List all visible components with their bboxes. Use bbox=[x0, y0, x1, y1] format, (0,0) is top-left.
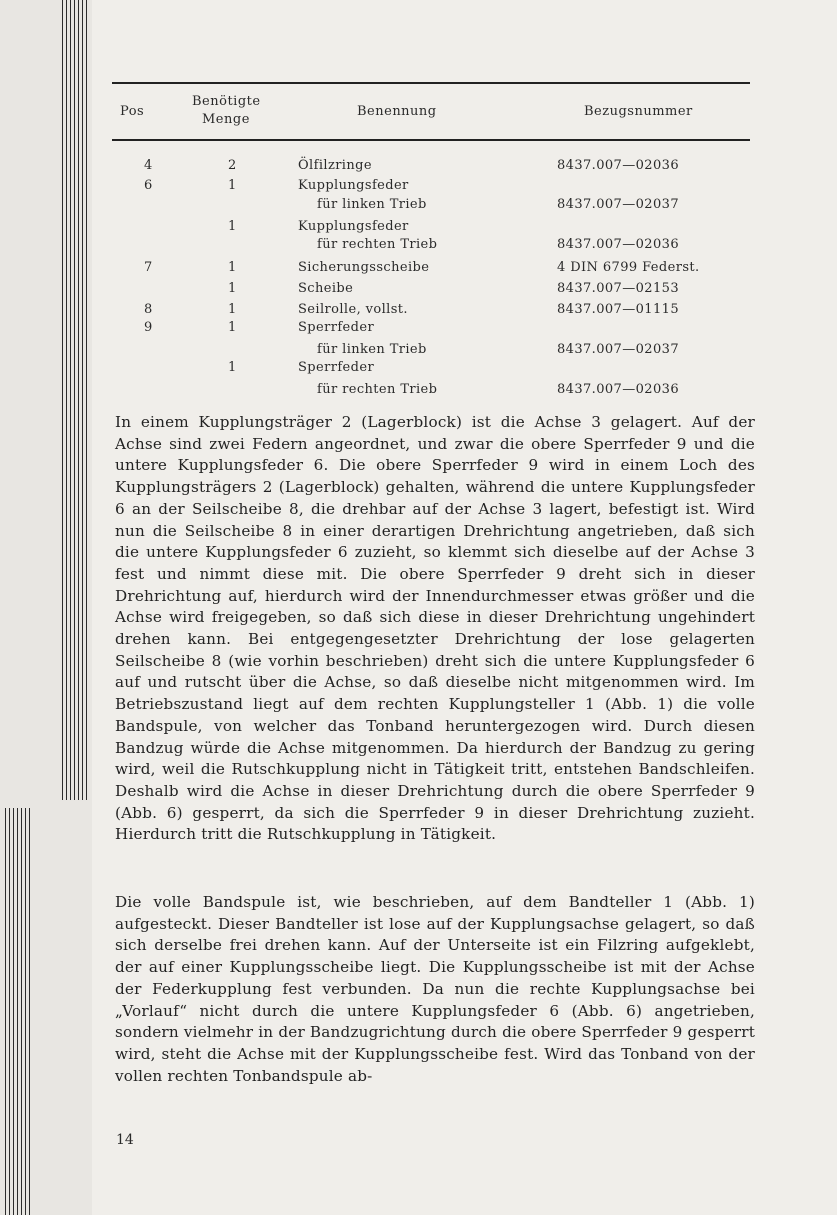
cell-bezugsnummer: 8437.007—02153 bbox=[557, 281, 679, 296]
cell-pos: 6 bbox=[144, 178, 153, 193]
cell-bezugsnummer: 8437.007—02036 bbox=[557, 158, 679, 173]
cell-bezugsnummer: 8437.007—02036 bbox=[557, 237, 679, 252]
header-menge-line2: Menge bbox=[202, 112, 250, 127]
cell-bezugsnummer: 8437.007—02036 bbox=[557, 382, 679, 397]
cell-benennung: für linken Trieb bbox=[317, 342, 427, 357]
body-paragraph-1: In einem Kupplungsträger 2 (Lagerblock) ist die Achse 3 gelagert. Auf der Achse sind zwei Federn angeordnet, und zwar die obere Sperrfeder 9 und die untere Kupplungsfeder 6. Die obere Sperrfeder 9 wird in einem Loch des Kupplungsträgers 2 (Lagerblock) gehalten, während die untere Kupplungsfeder 6 an der Seilscheibe 8, die drehbar auf der Achse 3 lagert, befestigt ist. Wird nun die Seilscheibe 8 in einer derartigen Drehrichtung angetrieben, daß sich die untere Kupplungsfeder 6 zuzieht, so klemmt sich dieselbe auf der Achse 3 fest und nimmt diese mit. Die obere Sperrfeder 9 dreht sich in dieser Drehrichtung auf, hierdurch wird der Innendurchmesser etwas größer und die Achse wird freigegeben, so daß sich diese in dieser Drehrichtung ungehindert drehen kann. Bei entgegengesetzter Drehrichtung der lose gelagerten Seilscheibe 8 (wie vorhin beschrieben) dreht sich die untere Kupplungsfeder 6 auf und rutscht über die Achse, so daß dieselbe nicht mitgenommen wird. Im Betriebszustand liegt auf dem rechten Kupplungsteller 1 (Abb. 1) die volle Bandspule, von welcher das Tonband heruntergezogen wird. Durch diesen Bandzug würde die Achse mitgenommen. Da hierdurch der Bandzug zu gering wird, weil die Rutschkupplung nicht in Tätigkeit tritt, entstehen Bandschleifen. Deshalb wird die Achse in dieser Drehrichtung durch die obere Sperrfeder 9 (Abb. 6) gesperrt, da sich die Sperrfeder 9 in dieser Drehrichtung zuzieht. Hierdurch tritt die Rutschkupplung in Tätigkeit. bbox=[115, 413, 755, 844]
cell-bezugsnummer: 8437.007—01115 bbox=[557, 302, 679, 317]
cell-benennung: für rechten Trieb bbox=[317, 237, 438, 252]
cell-bezugsnummer: 4 DIN 6799 Federst. bbox=[557, 260, 700, 275]
cell-benennung: Ölfilzringe bbox=[298, 158, 372, 173]
cell-pos: 8 bbox=[144, 302, 153, 317]
cell-benennung: für rechten Trieb bbox=[317, 382, 438, 397]
cell-benennung: Kupplungsfeder bbox=[298, 219, 409, 234]
page-number: 14 bbox=[116, 1132, 134, 1148]
book-edge bbox=[0, 0, 100, 1215]
body-paragraph-2: Die volle Bandspule ist, wie beschrieben, auf dem Bandteller 1 (Abb. 1) aufgesteckt. Dieser Bandteller ist lose auf der Kupplungsachse gelagert, so daß sich derselbe frei drehen kann. Auf der Unterseite ist ein Filzring aufgeklebt, der auf einer Kupplungsscheibe liegt. Die Kupplungsscheibe ist mit der Achse der Federkupplung fest verbunden. Da nun die rechte Kupplungsachse bei „Vorlauf“ nicht durch die untere Kupplungsfeder 6 (Abb. 6) angetrieben, sondern vielmehr in der Bandzugrichtung durch die obere Sperrfeder 9 gesperrt wird, steht die Achse mit der Kupplungsscheibe fest. Wird das Tonband von der vollen rechten Tonbandspule ab- bbox=[115, 893, 755, 1085]
cell-benennung: Sicherungsscheibe bbox=[298, 260, 430, 275]
header-benennung: Benennung bbox=[357, 104, 437, 119]
document-page bbox=[92, 0, 837, 1215]
table-top-rule bbox=[112, 82, 750, 84]
header-menge-line1: Benötigte bbox=[192, 94, 261, 109]
cell-benennung: Sperrfeder bbox=[298, 360, 375, 375]
cell-menge: 1 bbox=[228, 302, 237, 317]
cell-menge: 1 bbox=[228, 360, 237, 375]
cell-menge: 1 bbox=[228, 320, 237, 335]
cell-bezugsnummer: 8437.007—02037 bbox=[557, 197, 679, 212]
cell-menge: 2 bbox=[228, 158, 237, 173]
header-pos: Pos bbox=[120, 104, 145, 119]
cell-benennung: Kupplungsfeder bbox=[298, 178, 409, 193]
cell-benennung: Sperrfeder bbox=[298, 320, 375, 335]
cell-pos: 4 bbox=[144, 158, 153, 173]
cell-menge: 1 bbox=[228, 219, 237, 234]
cell-pos: 9 bbox=[144, 320, 153, 335]
cell-benennung: Scheibe bbox=[298, 281, 354, 296]
cell-menge: 1 bbox=[228, 178, 237, 193]
table-header-rule bbox=[112, 139, 750, 141]
cell-benennung: Seilrolle, vollst. bbox=[298, 302, 408, 317]
cell-menge: 1 bbox=[228, 281, 237, 296]
cell-benennung: für linken Trieb bbox=[317, 197, 427, 212]
cell-menge: 1 bbox=[228, 260, 237, 275]
header-bezugsnummer: Bezugsnummer bbox=[584, 104, 693, 119]
cell-pos: 7 bbox=[144, 260, 153, 275]
cell-bezugsnummer: 8437.007—02037 bbox=[557, 342, 679, 357]
